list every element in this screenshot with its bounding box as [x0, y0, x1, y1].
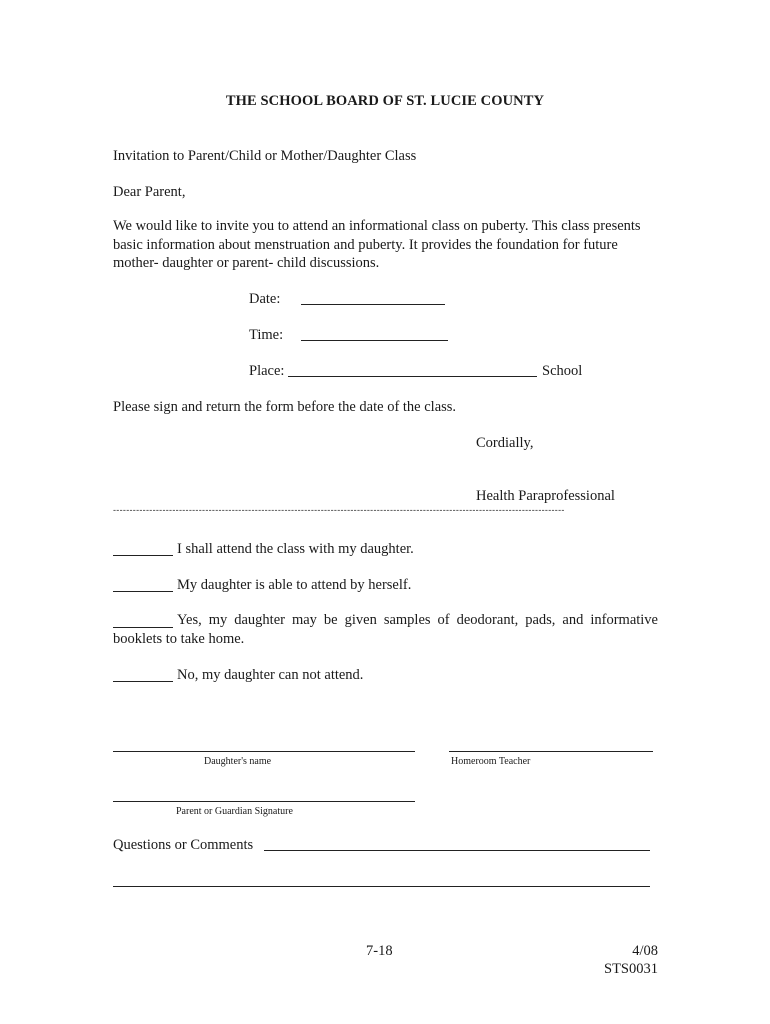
- place-label: Place:: [249, 363, 285, 379]
- date-label: Date:: [249, 291, 281, 307]
- page-number: 7-18: [366, 943, 393, 959]
- letter-subject: Invitation to Parent/Child or Mother/Daughter Class: [113, 148, 417, 164]
- signer-title: Health Paraprofessional: [476, 488, 615, 504]
- homeroom-teacher-field[interactable]: [449, 751, 653, 752]
- option-3-text: [113, 611, 658, 648]
- option-2-text: My daughter is able to attend by herself.: [177, 577, 412, 593]
- comments-label: Questions or Comments: [113, 837, 254, 853]
- comments-field-line-2[interactable]: [113, 886, 650, 887]
- time-row: [249, 327, 283, 344]
- salutation: Dear Parent,: [113, 184, 186, 200]
- daughter-name-label: Daughter's name: [204, 756, 272, 767]
- form-code: STS0031: [604, 961, 658, 977]
- time-field[interactable]: [301, 340, 448, 341]
- option-1-text: I shall attend the class with my daughter.: [177, 541, 414, 557]
- option-2-blank[interactable]: [113, 591, 173, 592]
- option-4-text: No, my daughter can not attend.: [177, 667, 364, 683]
- option-3-label: Yes, my daughter may be given samples of deodorant, pads, and informative booklets to take home.: [113, 612, 658, 647]
- revision-date: 4/08: [632, 943, 658, 959]
- closing: Cordially,: [476, 435, 534, 451]
- return-instruction: Please sign and return the form before the date of the class.: [113, 399, 457, 415]
- comments-field-line-1[interactable]: [264, 850, 650, 851]
- option-1-blank[interactable]: [113, 555, 173, 556]
- date-field[interactable]: [301, 304, 445, 305]
- document-title: THE SCHOOL BOARD OF ST. LUCIE COUNTY: [225, 93, 545, 109]
- date-row: [249, 291, 280, 308]
- letter-body: We would like to invite you to attend an informational class on puberty. This class presents basic information about menstruation and puberty. It provides the foundation for future mother- daughter or parent- child discussions.: [113, 218, 641, 271]
- place-row: [249, 363, 284, 380]
- time-label: Time:: [249, 327, 284, 343]
- parent-signature-label: Parent or Guardian Signature: [176, 806, 293, 817]
- option-4-blank[interactable]: [113, 681, 173, 682]
- cut-line-divider: -----------------------------------------------------------------------------------------------------------------------------------------: [113, 505, 565, 515]
- place-suffix: School: [542, 363, 583, 379]
- homeroom-teacher-label: Homeroom Teacher: [451, 756, 531, 767]
- parent-signature-field[interactable]: [113, 801, 415, 802]
- daughter-name-field[interactable]: [113, 751, 415, 752]
- place-field[interactable]: [288, 376, 537, 377]
